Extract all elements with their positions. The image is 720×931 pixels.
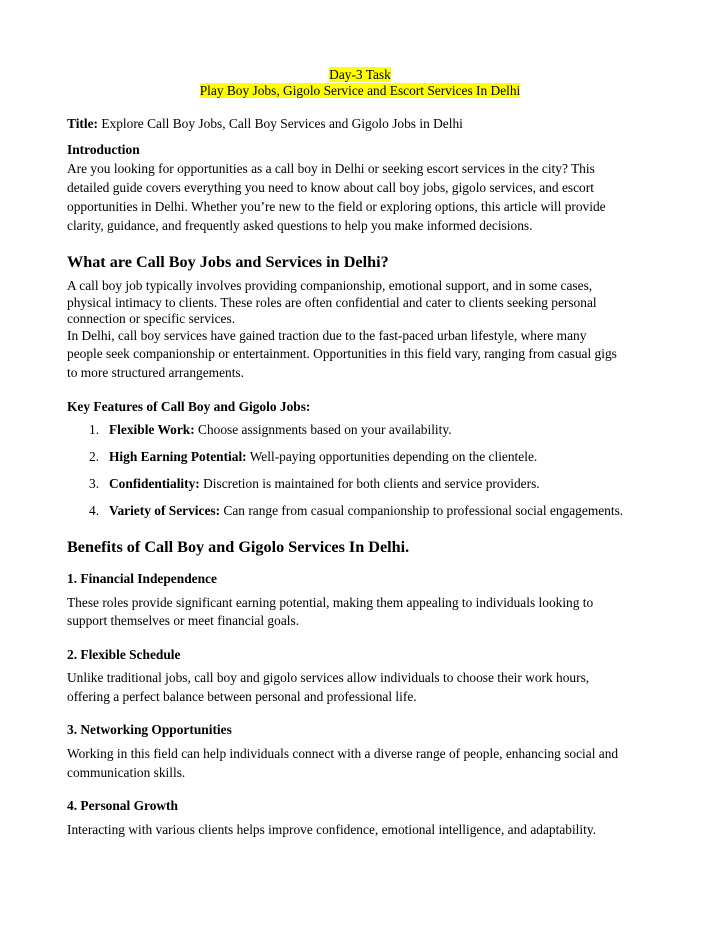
- list-number: 4.: [89, 503, 100, 518]
- benefit-line: communication skills.: [67, 765, 186, 780]
- list-item-label: High Earning Potential:: [109, 449, 247, 464]
- benefit-line: Interacting with various clients helps improve confidence, emotional intelligence, and adaptability.: [67, 822, 597, 837]
- section1-line: to more structured arrangements.: [67, 365, 244, 380]
- list-item: [89, 422, 452, 438]
- list-item-text: Can range from casual companionship to professional social engagements.: [220, 503, 624, 518]
- intro-line: opportunities in Delhi. Whether you’re new to the field or exploring options, this article will provide: [67, 199, 606, 214]
- list-item: [89, 503, 623, 519]
- benefit-title: 2. Flexible Schedule: [67, 647, 181, 662]
- header-day-task: Day-3 Task: [329, 67, 391, 82]
- section-heading: Benefits of Call Boy and Gigolo Services In Delhi.: [67, 538, 410, 556]
- header-subject: Play Boy Jobs, Gigolo Service and Escort Services In Delhi: [199, 83, 521, 98]
- benefit-line: Unlike traditional jobs, call boy and gigolo services allow individuals to choose their work hours,: [67, 670, 590, 685]
- benefit-title: 4. Personal Growth: [67, 798, 178, 813]
- benefit-title: 1. Financial Independence: [67, 571, 217, 586]
- section1-line: In Delhi, call boy services have gained traction due to the fast-paced urban lifestyle, where many: [67, 328, 587, 343]
- document-title: [67, 116, 463, 132]
- list-number: 1.: [89, 422, 100, 437]
- list-item-label: Confidentiality:: [109, 476, 200, 491]
- section1-line: connection or specific services.: [67, 311, 236, 326]
- benefit-line: offering a perfect balance between personal and professional life.: [67, 689, 417, 704]
- list-item-label: Variety of Services:: [109, 503, 221, 518]
- title-label: Title:: [67, 116, 98, 131]
- intro-line: clarity, guidance, and frequently asked questions to help you make informed decisions.: [67, 218, 533, 233]
- list-item-text: Well-paying opportunities depending on the clientele.: [246, 449, 538, 464]
- section1-line: people seek companionship or entertainment. Opportunities in this field vary, ranging from casual gigs: [67, 346, 617, 361]
- list-item-text: Choose assignments based on your availability.: [194, 422, 452, 437]
- list-item: [89, 476, 540, 492]
- header-line-1: [0, 67, 720, 83]
- benefit-line: Working in this field can help individuals connect with a diverse range of people, enhancing social and: [67, 746, 619, 761]
- list-number: 3.: [89, 476, 100, 491]
- list-item: [89, 449, 537, 465]
- benefit-title: 3. Networking Opportunities: [67, 722, 232, 737]
- list-item-label: Flexible Work:: [109, 422, 195, 437]
- section1-line: physical intimacy to clients. These roles are often confidential and cater to clients seeking personal: [67, 295, 597, 310]
- section-heading: What are Call Boy Jobs and Services in Delhi?: [67, 253, 389, 271]
- header-line-2: [0, 83, 720, 99]
- intro-line: Are you looking for opportunities as a call boy in Delhi or seeking escort services in the city? This: [67, 161, 595, 176]
- intro-heading: Introduction: [67, 142, 140, 157]
- list-item-text: Discretion is maintained for both clients and service providers.: [199, 476, 540, 491]
- title-text: Explore Call Boy Jobs, Call Boy Services and Gigolo Jobs in Delhi: [98, 116, 463, 131]
- features-heading: Key Features of Call Boy and Gigolo Jobs:: [67, 399, 311, 414]
- section1-line: A call boy job typically involves providing companionship, emotional support, and in some cases,: [67, 278, 593, 293]
- intro-line: detailed guide covers everything you need to know about call boy jobs, gigolo services, and escort: [67, 180, 594, 195]
- benefit-line: support themselves or meet financial goals.: [67, 613, 300, 628]
- benefit-line: These roles provide significant earning potential, making them appealing to individuals looking to: [67, 595, 594, 610]
- list-number: 2.: [89, 449, 100, 464]
